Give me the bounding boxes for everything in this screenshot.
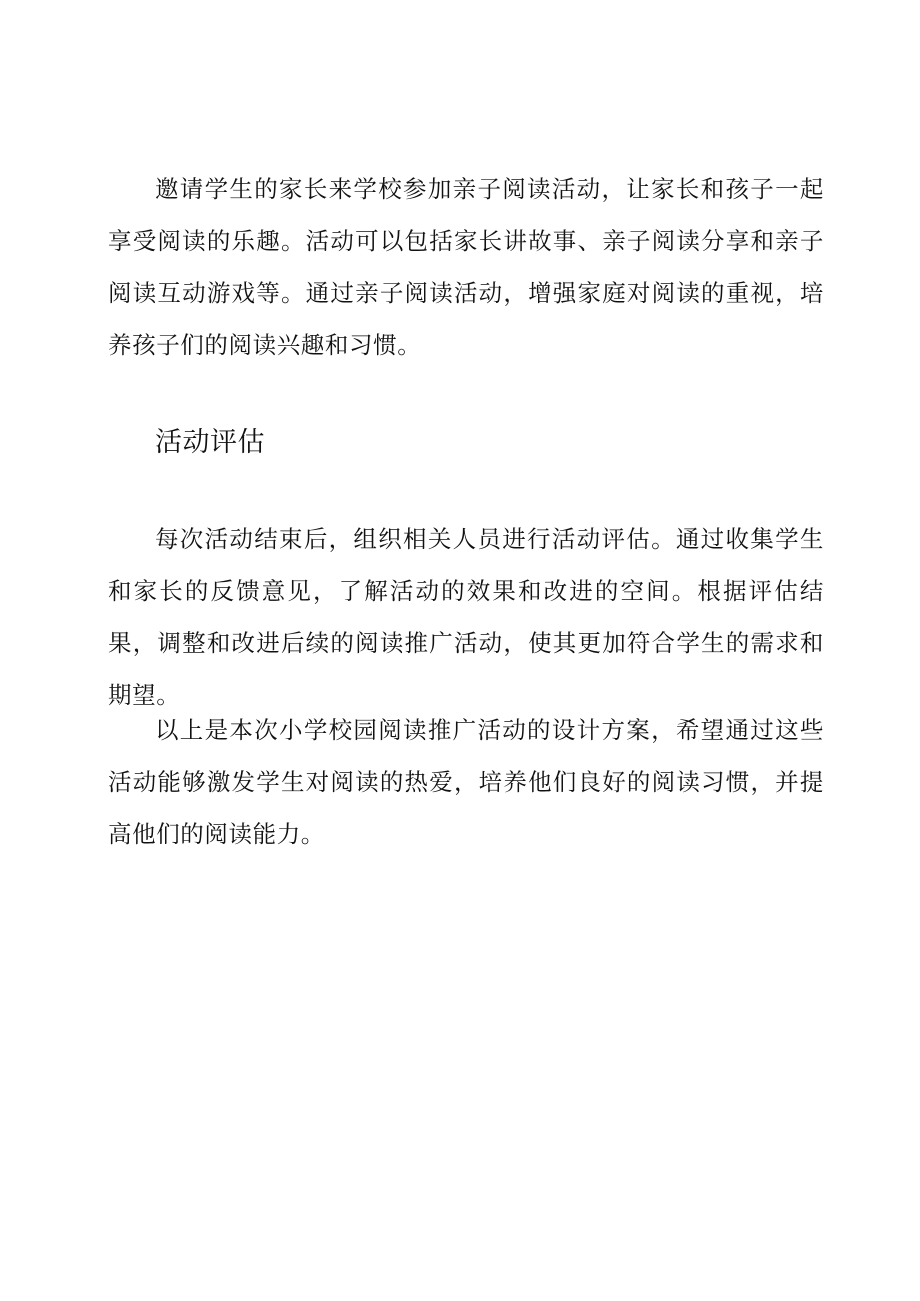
section-heading-activity-evaluation: 活动评估 — [155, 427, 265, 458]
paragraph-evaluation: 每次活动结束后，组织相关人员进行活动评估。通过收集学生和家长的反馈意见，了解活动的效果和改进的空间。根据评估结果，调整和改进后续的阅读推广活动，使其更加符合学生的需求和期望。 — [108, 525, 824, 709]
paragraph-conclusion: 以上是本次小学校园阅读推广活动的设计方案，希望通过这些活动能够激发学生对阅读的热爱，培养他们良好的阅读习惯，并提高他们的阅读能力。 — [108, 716, 824, 848]
paragraph-parent-child-reading: 邀请学生的家长来学校参加亲子阅读活动，让家长和孩子一起享受阅读的乐趣。活动可以包括家长讲故事、亲子阅读分享和亲子阅读互动游戏等。通过亲子阅读活动，增强家庭对阅读的重视，培养孩子们的阅读兴趣和习惯。 — [108, 175, 824, 359]
